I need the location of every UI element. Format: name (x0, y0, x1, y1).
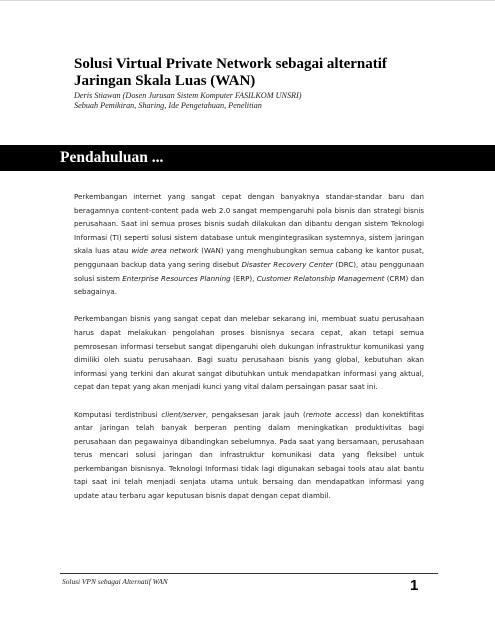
document-title: Solusi Virtual Private Network sebagai alternatif Jaringan Skala Luas (WAN) (74, 56, 387, 89)
paragraph-1-text-e: (DRC), atau penggunaan solusi sistem (74, 259, 424, 283)
paragraph-3-text-c: , pengaksesan jarak jauh ( (205, 409, 306, 419)
paragraph-3 (74, 408, 424, 503)
paragraph-1 (74, 190, 424, 299)
section-title: Pendahuluan ... (60, 149, 164, 166)
footer-text: Solusi VPN sebagai Alternatif WAN (62, 577, 168, 586)
term-client-server: client/server (161, 409, 206, 419)
paragraph-2: Perkembangan bisnis yang sangat cepat dan melebar sekarang ini, membuat suatu perusahaan harus dapat melakukan pengolahan proses bisnisnya secara cepat, akan tetapi semua pemrosesan informasi tersebut sangat dipengaruhi oleh dukungan infrastruktur komunikasi yang dimiliki oleh suatu perusahaan. Bagi suatu perusahaan bisnis yang global, kebutuhan akan informasi yang terkini dan akurat sangat dibutuhkan untuk mendapatkan informasi yang aktual, cepat dan tepat yang akan menjadi kunci yang vital dalam persaingan pasar saat ini. (74, 314, 424, 392)
paragraph-1-text-c: (WAN) yang menghubungkan semua cabang ke kantor pusat, penggunaan backup data yang sering disebut (74, 246, 425, 269)
paragraph-3-text-e: ) dan konektifitas antar jaringan telah banyak berperan penting dalam meningkatkan produktivitas bagi perusahaan dan pegawainya dibandingkan sebelumnya. Pada saat yang bersamaan, perusahaan terus mencari solusi jaringan dan infrastruktur komunikasi data yang fleksibel untuk perkembangan bisnisnya. Teknologi Informasi tidak lagi digunakan sebagai tools atau alat bantu tapi saat ini telah menjadi senjata utama untuk bersaing dan mendapatkan informasi yang update atau terbaru agar keputusan bisnis dapat dengan cepat diambil. (74, 409, 424, 501)
page-number: 1 (410, 577, 419, 594)
footer-rule (60, 573, 438, 574)
paragraph-1-text-i: (CRM) dan sebagainya. (74, 273, 424, 297)
document-author: Deris Stiawan (Dosen Jurusan Sistem Komputer FASILKOM UNSRI) (74, 91, 302, 100)
term-remote-access: remote access (305, 409, 360, 419)
paragraph-3-text-a: Komputasi terdistribusi (74, 409, 162, 419)
term-customer-relationship-management: Customer Relatonship Management (256, 273, 385, 283)
paragraph-1-text-a: Perkembangan internet yang sangat cepat dengan banyaknya standar-standar baru dan beragamnya content-content pada web 2.0 sangat mempengaruhi pola bisnis dan strategi bisnis perusahaan. Saat ini semua proses bisnis sudah dilakukan dan dibantu dengan sistem Teknologi Informasi (TI) seperti solusi sistem database untuk mengintegrasikan systemnya, sistem jaringan skala luas atau (74, 192, 424, 256)
term-enterprise-resources-planning: Enterprise Resources Planning (122, 273, 231, 283)
document-body (74, 190, 424, 503)
page-top-edge (0, 0, 495, 1)
paragraph-1-text-g: (ERP), (230, 273, 257, 283)
term-disaster-recovery-center: Disaster Recovery Center (241, 259, 333, 269)
document-subtitle: Sebuah Pemikiran, Sharing, Ide Pengetahuan, Penelitian (74, 101, 262, 110)
term-wide-area-network: wide area network (131, 246, 199, 256)
